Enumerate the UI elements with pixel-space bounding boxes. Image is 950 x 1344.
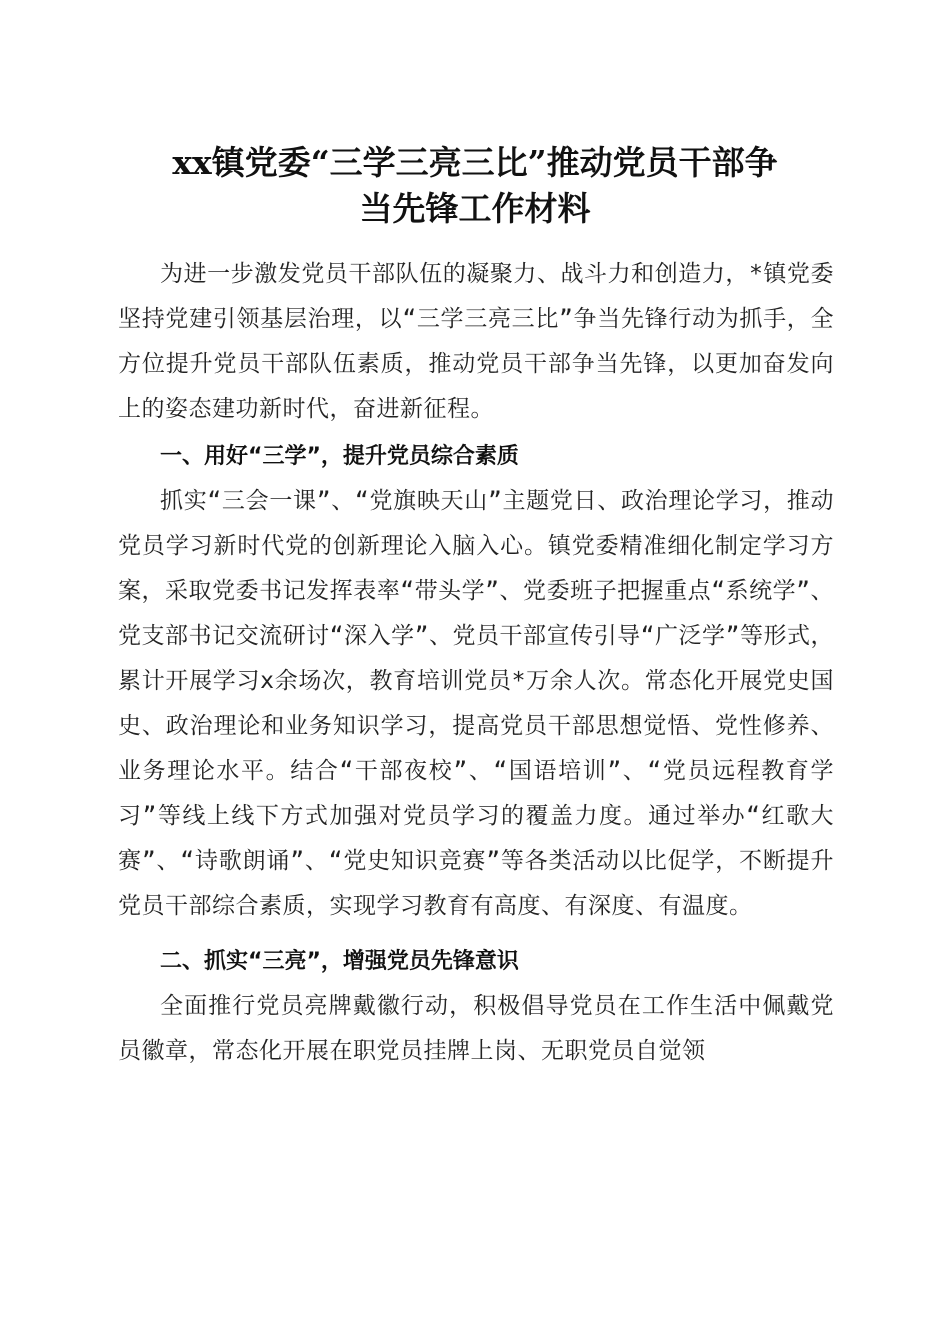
title-line-1: xx镇党委“三学三亮三比”推动党员干部争 xyxy=(172,143,778,182)
section-1-paragraph: 抓实“三会一课”、“党旗映天山”主题党日、政治理论学习，推动党员学习新时代党的创新理论入脑入心。镇党委精准细化制定学习方案，采取党委书记发挥表率“带头学”、党委班子把握重点“系统学”、党支部书记交流研讨“深入学”、党员干部宣传引导“广泛学”等形式，累计开展学习x余场次，教育培训党员*万余人次。常态化开展党史国史、政治理论和业务知识学习，提高党员干部思想觉悟、党性修养、业务理论水平。结合“干部夜校”、“国语培训”、“党员远程教育学习”等线上线下方式加强对党员学习的覆盖力度。通过举办“红歌大赛”、“诗歌朗诵”、“党史知识竞赛”等各类活动以比促学，不断提升党员干部综合素质，实现学习教育有高度、有深度、有温度。 xyxy=(118,488,834,919)
section-heading-2: 二、抓实“三亮”，增强党员先锋意识 xyxy=(160,949,519,974)
intro-paragraph: 为进一步激发党员干部队伍的凝聚力、战斗力和创造力，*镇党委坚持党建引领基层治理，以“三学三亮三比”争当先锋行动为抓手，全方位提升党员干部队伍素质，推动党员干部争当先锋，以更加奋发向上的姿态建功新时代，奋进新征程。 xyxy=(118,261,834,422)
section-2-paragraph: 全面推行党员亮牌戴徽行动，积极倡导党员在工作生活中佩戴党员徽章，常态化开展在职党员挂牌上岗、无职党员自觉领 xyxy=(118,993,834,1064)
document-body xyxy=(118,252,834,1074)
title-line-2: 当先锋工作材料 xyxy=(359,189,591,228)
section-heading-1: 一、用好“三学”，提升党员综合素质 xyxy=(160,444,519,469)
document-title xyxy=(100,140,850,232)
